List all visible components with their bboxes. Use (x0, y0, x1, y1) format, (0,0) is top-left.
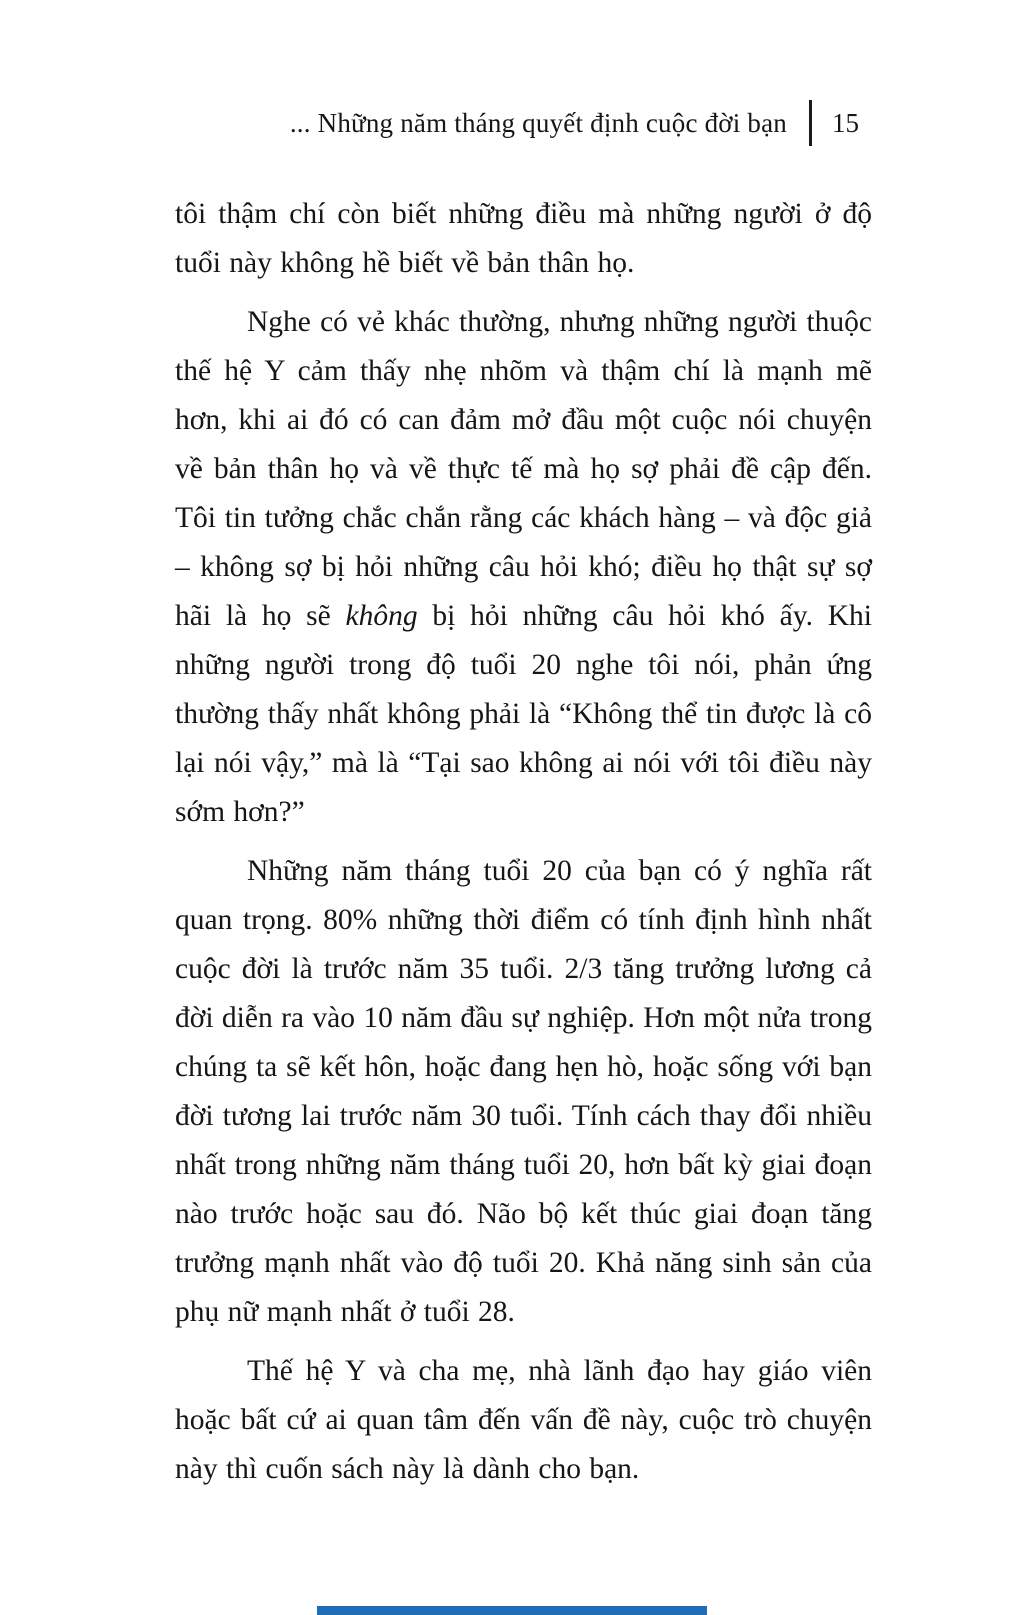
bottom-progress-bar[interactable] (317, 1606, 707, 1615)
running-title: ... Những năm tháng quyết định cuộc đời bạn (289, 107, 787, 138)
paragraph (175, 298, 872, 837)
paragraph-text: Thế hệ Y và cha mẹ, nhà lãnh đạo hay giáo viên hoặc bất cứ ai quan tâm đến vấn đề này, cuộc trò chuyện này thì cuốn sách này là dành cho bạn. (175, 1355, 872, 1485)
paragraph-text: tôi thậm chí còn biết những điều mà những người ở độ tuổi này không hề biết về bản thân họ. (175, 198, 872, 279)
page-number: 15 (832, 107, 859, 138)
paragraph-text: Nghe có vẻ khác thường, nhưng những người thuộc thế hệ Y cảm thấy nhẹ nhõm và thậm chí là mạnh mẽ hơn, khi ai đó có can đảm mở đầu một cuộc nói chuyện về bản thân họ và về thực tế mà họ sợ phải đề cập đến. Tôi tin tưởng chắc chắn rằng các khách hàng – và độc giả – không sợ bị hỏi những câu hỏi khó; điều họ thật sự sợ hãi là họ sẽ (175, 306, 872, 632)
paragraph (175, 847, 872, 1337)
paragraph-continuation (175, 190, 872, 288)
page-header (175, 100, 872, 146)
page-body (175, 190, 872, 1494)
header-divider (809, 100, 812, 146)
emphasized-word: không (345, 600, 418, 632)
paragraph (175, 1347, 872, 1494)
paragraph-text: bị hỏi những câu hỏi khó ấy. Khi những người trong độ tuổi 20 nghe tôi nói, phản ứng thường thấy nhất không phải là “Không thể tin được là cô lại nói vậy,” mà là “Tại sao không ai nói với tôi điều này sớm hơn?” (175, 600, 872, 828)
paragraph-text: Những năm tháng tuổi 20 của bạn có ý nghĩa rất quan trọng. 80% những thời điểm có tính định hình nhất cuộc đời là trước năm 35 tuổi. 2/3 tăng trưởng lương cả đời diễn ra vào 10 năm đầu sự nghiệp. Hơn một nửa trong chúng ta sẽ kết hôn, hoặc đang hẹn hò, hoặc sống với bạn đời tương lai trước năm 30 tuổi. Tính cách thay đổi nhiều nhất trong những năm tháng tuổi 20, hơn bất kỳ giai đoạn nào trước hoặc sau đó. Não bộ kết thúc giai đoạn tăng trưởng mạnh nhất vào độ tuổi 20. Khả năng sinh sản của phụ nữ mạnh nhất ở tuổi 28. (175, 855, 873, 1328)
